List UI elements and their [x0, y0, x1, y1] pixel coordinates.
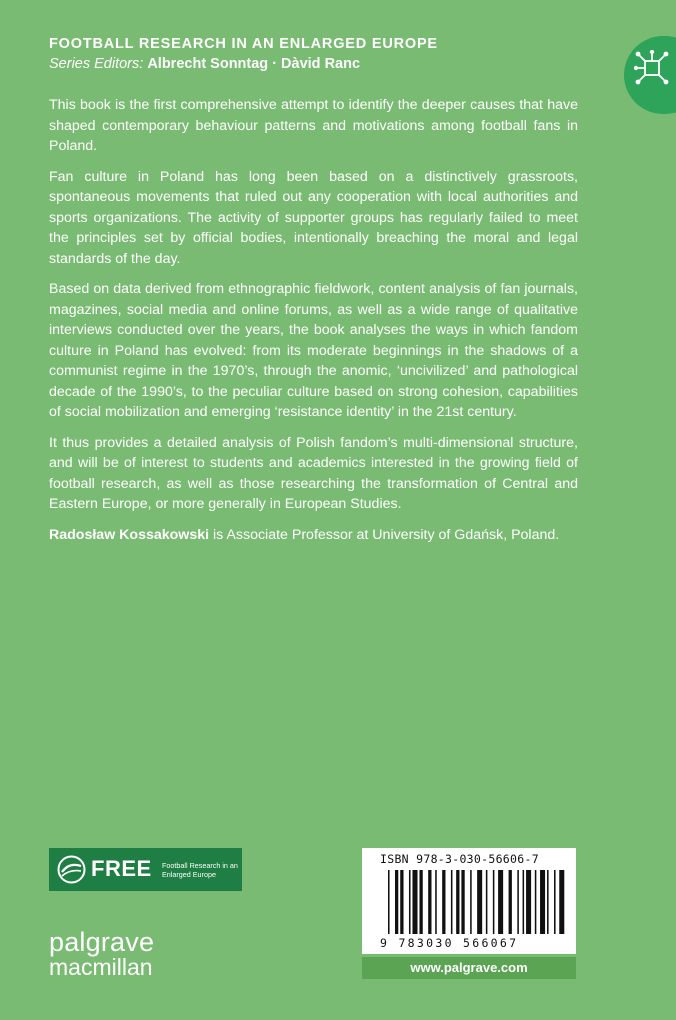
isbn-text: ISBN 978-3-030-56606-7 — [380, 852, 539, 866]
blurb-paragraph: It thus provides a detailed analysis of Polish fandom’s multi-dimensional structure, and will be of interest to students and academics interested in the growing field of football research, as well as those researching the transformation of Central and Eastern Europe, or more generally in European Studies. — [49, 434, 578, 512]
barcode-bar — [547, 870, 549, 934]
barcode-bar — [493, 870, 495, 934]
barcode-bar — [523, 870, 525, 934]
barcode-bar — [540, 870, 545, 934]
barcode-bar — [461, 870, 464, 934]
barcode-bar — [554, 870, 556, 934]
barcode-bar — [470, 870, 472, 934]
author-name: Radosław Kossakowski — [49, 526, 210, 543]
barcode-bar — [517, 870, 519, 934]
barcode-bar — [419, 870, 422, 934]
isbn-barcode — [362, 848, 576, 954]
blurb — [49, 95, 578, 555]
barcode-bar — [428, 870, 431, 934]
barcode-bar — [388, 870, 390, 934]
series-editors-names: Albrecht Sonntag · Dàvid Ranc — [147, 56, 361, 72]
series-header — [49, 35, 609, 74]
blurb-paragraph: This book is the first comprehensive attempt to identify the deeper causes that have shaped contemporary behaviour patterns and motivations among football fans in Poland. — [49, 97, 578, 154]
springer-badge — [624, 36, 676, 114]
free-logo-word: FREE — [91, 856, 152, 881]
blurb-paragraph: Fan culture in Poland has long been based on a distinctively grassroots, spontaneous movements that ruled out any cooperation with local authorities and sports organizations. The activity of supporter groups has regularly failed to meet the principles set by official bodies, intentionally breaching the moral and legal standards of the day. — [49, 168, 578, 267]
ean-digits: 9 783030 566067 — [380, 936, 519, 950]
publisher-line2: macmillan — [49, 954, 153, 980]
series-editors-label: Series Editors: — [49, 56, 144, 72]
barcode-bar — [477, 870, 482, 934]
barcode-bar — [435, 870, 437, 934]
author-affiliation: is Associate Professor at University of Gdańsk, Poland. — [209, 526, 560, 543]
barcode-bars — [388, 870, 568, 934]
publisher-url: www.palgrave.com — [362, 957, 576, 979]
publisher-logo — [49, 927, 155, 980]
barcode-bar — [535, 870, 537, 934]
barcode-bar — [412, 870, 417, 934]
blurb-paragraph: Based on data derived from ethnographic fieldwork, content analysis of fan journals, magazines, social media and online forums, as well as a wide range of qualitative interviews conducted over the years, the book analyses the ways in which fandom culture in Poland has evolved: from its moderate beginnings in the shadows of a communist regime in the 1970’s, through the anomic, ‘uncivilized’ and pathological decade of the 1990’s, to the peculiar culture based on strong cohesion, capabilities of social mobilization and emerging ‘resistance identity’ in the 21st century. — [49, 281, 578, 420]
barcode-bar — [456, 870, 459, 934]
series-title: FOOTBALL RESEARCH IN AN ENLARGED EUROPE — [49, 36, 438, 52]
barcode-bar — [559, 870, 564, 934]
barcode-bar — [400, 870, 403, 934]
barcode-bar — [409, 870, 411, 934]
barcode-bar — [498, 870, 503, 934]
barcode-bar — [395, 870, 398, 934]
publisher-line1: palgrave — [49, 927, 155, 957]
free-series-logo — [49, 848, 242, 891]
free-logo-subtitle: Football Research in an Enlarged Europe — [162, 861, 238, 879]
circuit-network-icon — [634, 50, 670, 86]
football-swirl-icon — [57, 855, 86, 884]
barcode-bar — [451, 870, 453, 934]
series-editors — [49, 54, 609, 74]
barcode-bar — [486, 870, 488, 934]
barcode-bar — [442, 870, 445, 934]
author-bio — [49, 525, 578, 546]
barcode-bar — [526, 870, 531, 934]
barcode-bar — [509, 870, 512, 934]
